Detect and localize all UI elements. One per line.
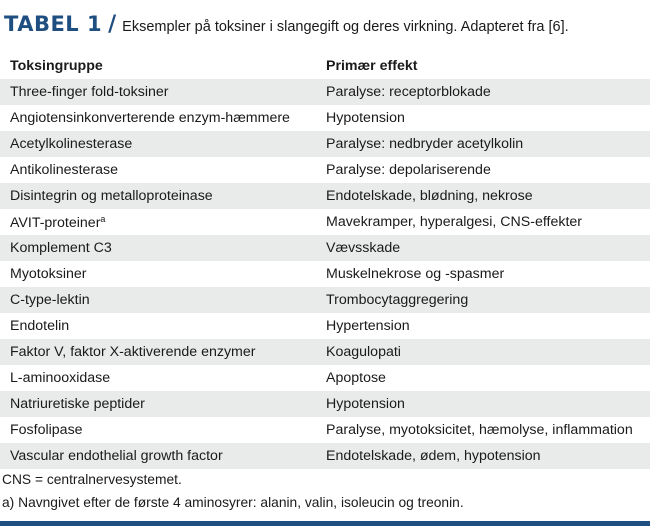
toxin-group-cell — [0, 266, 324, 282]
toxin-group-text: Natriuretiske peptider — [10, 396, 145, 412]
toxin-group-cell — [0, 448, 324, 464]
primary-effect-cell: Apoptose — [326, 370, 386, 386]
table-row — [0, 157, 650, 183]
toxin-group-cell — [0, 292, 324, 308]
table-number-label: TABEL 1 — [4, 12, 103, 36]
toxin-group-text: L-aminooxidase — [10, 370, 111, 386]
toxin-group-cell — [0, 422, 324, 438]
toxin-group-cell — [0, 136, 324, 152]
table-row — [0, 79, 650, 105]
toxin-group-text: Vascular endothelial growth factor — [10, 448, 223, 464]
table-caption — [4, 12, 569, 38]
primary-effect-cell: Mavekramper, hyperalgesi, CNS-effekter — [326, 214, 583, 230]
primary-effect-cell: Endotelskade, blødning, nekrose — [326, 188, 533, 204]
toxin-table — [0, 53, 650, 469]
toxin-group-text: Disintegrin og metalloproteinase — [10, 188, 213, 204]
toxin-group-cell — [0, 370, 324, 386]
toxin-group-cell — [0, 396, 324, 412]
table-row — [0, 417, 650, 443]
table-row — [0, 235, 650, 261]
toxin-group-cell — [0, 318, 324, 334]
toxin-group-text: Three-finger fold-toksiner — [10, 84, 169, 100]
toxin-group-text: Komplement C3 — [10, 240, 112, 256]
toxin-group-text: Acetylkolinesterase — [10, 136, 133, 152]
toxin-group-text: Myotoksiner — [10, 266, 87, 282]
toxin-group-text: Antikolinesterase — [10, 162, 119, 178]
table-caption-text: Eksempler på toksiner i slangegift og deres virkning. Adapteret fra [6]. — [122, 19, 569, 35]
primary-effect-cell: Hypotension — [326, 110, 405, 126]
footnote-marker: a — [100, 213, 106, 224]
table-row — [0, 313, 650, 339]
toxin-group-text: AVIT-proteiner — [10, 214, 101, 231]
table-row — [0, 287, 650, 313]
toxin-group-cell — [0, 344, 324, 360]
primary-effect-cell: Vævsskade — [326, 240, 401, 256]
table-footnotes — [0, 468, 650, 514]
column-header-toxin-group: Toksingruppe — [10, 58, 103, 74]
toxin-group-cell — [0, 162, 324, 178]
primary-effect-cell: Paralyse: depolariserende — [326, 162, 491, 178]
toxin-group-text: Fosfolipase — [10, 422, 83, 438]
table-row — [0, 209, 650, 235]
primary-effect-cell: Trombocytaggregering — [326, 292, 469, 308]
table-row — [0, 131, 650, 157]
toxin-group-cell — [0, 240, 324, 256]
table-row — [0, 105, 650, 131]
table-row — [0, 339, 650, 365]
toxin-group-text: Endotelin — [10, 318, 70, 334]
primary-effect-cell: Paralyse: receptorblokade — [326, 84, 491, 100]
caption-slash: / — [108, 12, 117, 37]
table-row — [0, 391, 650, 417]
toxin-group-cell — [0, 110, 324, 126]
column-header-primary-effect: Primær effekt — [326, 58, 418, 74]
primary-effect-cell: Hypertension — [326, 318, 410, 334]
toxin-group-cell — [0, 188, 324, 204]
primary-effect-cell: Paralyse, myotoksicitet, hæmolyse, inflammation — [326, 422, 633, 438]
table-row — [0, 183, 650, 209]
primary-effect-cell: Koagulopati — [326, 344, 401, 360]
toxin-group-text: Faktor V, faktor X-aktiverende enzymer — [10, 344, 256, 360]
footnote-a: a) Navngivet efter de første 4 aminosyrer: alanin, valin, isoleucin og treonin. — [2, 495, 464, 510]
primary-effect-cell: Hypotension — [326, 396, 405, 412]
toxin-group-cell — [0, 214, 324, 231]
table-row — [0, 365, 650, 391]
toxin-group-cell — [0, 84, 324, 100]
table-row — [0, 443, 650, 469]
table-row — [0, 261, 650, 287]
bottom-rule — [0, 521, 650, 526]
footnote-abbreviation: CNS = centralnervesystemet. — [2, 472, 182, 487]
primary-effect-cell: Muskelnekrose og -spasmer — [326, 266, 505, 282]
table-header-row — [0, 53, 650, 79]
toxin-group-text: C-type-lektin — [10, 292, 90, 308]
primary-effect-cell: Endotelskade, ødem, hypotension — [326, 448, 541, 464]
toxin-group-text: Angiotensinkonverterende enzym-hæmmere — [10, 110, 290, 126]
primary-effect-cell: Paralyse: nedbryder acetylkolin — [326, 136, 524, 152]
